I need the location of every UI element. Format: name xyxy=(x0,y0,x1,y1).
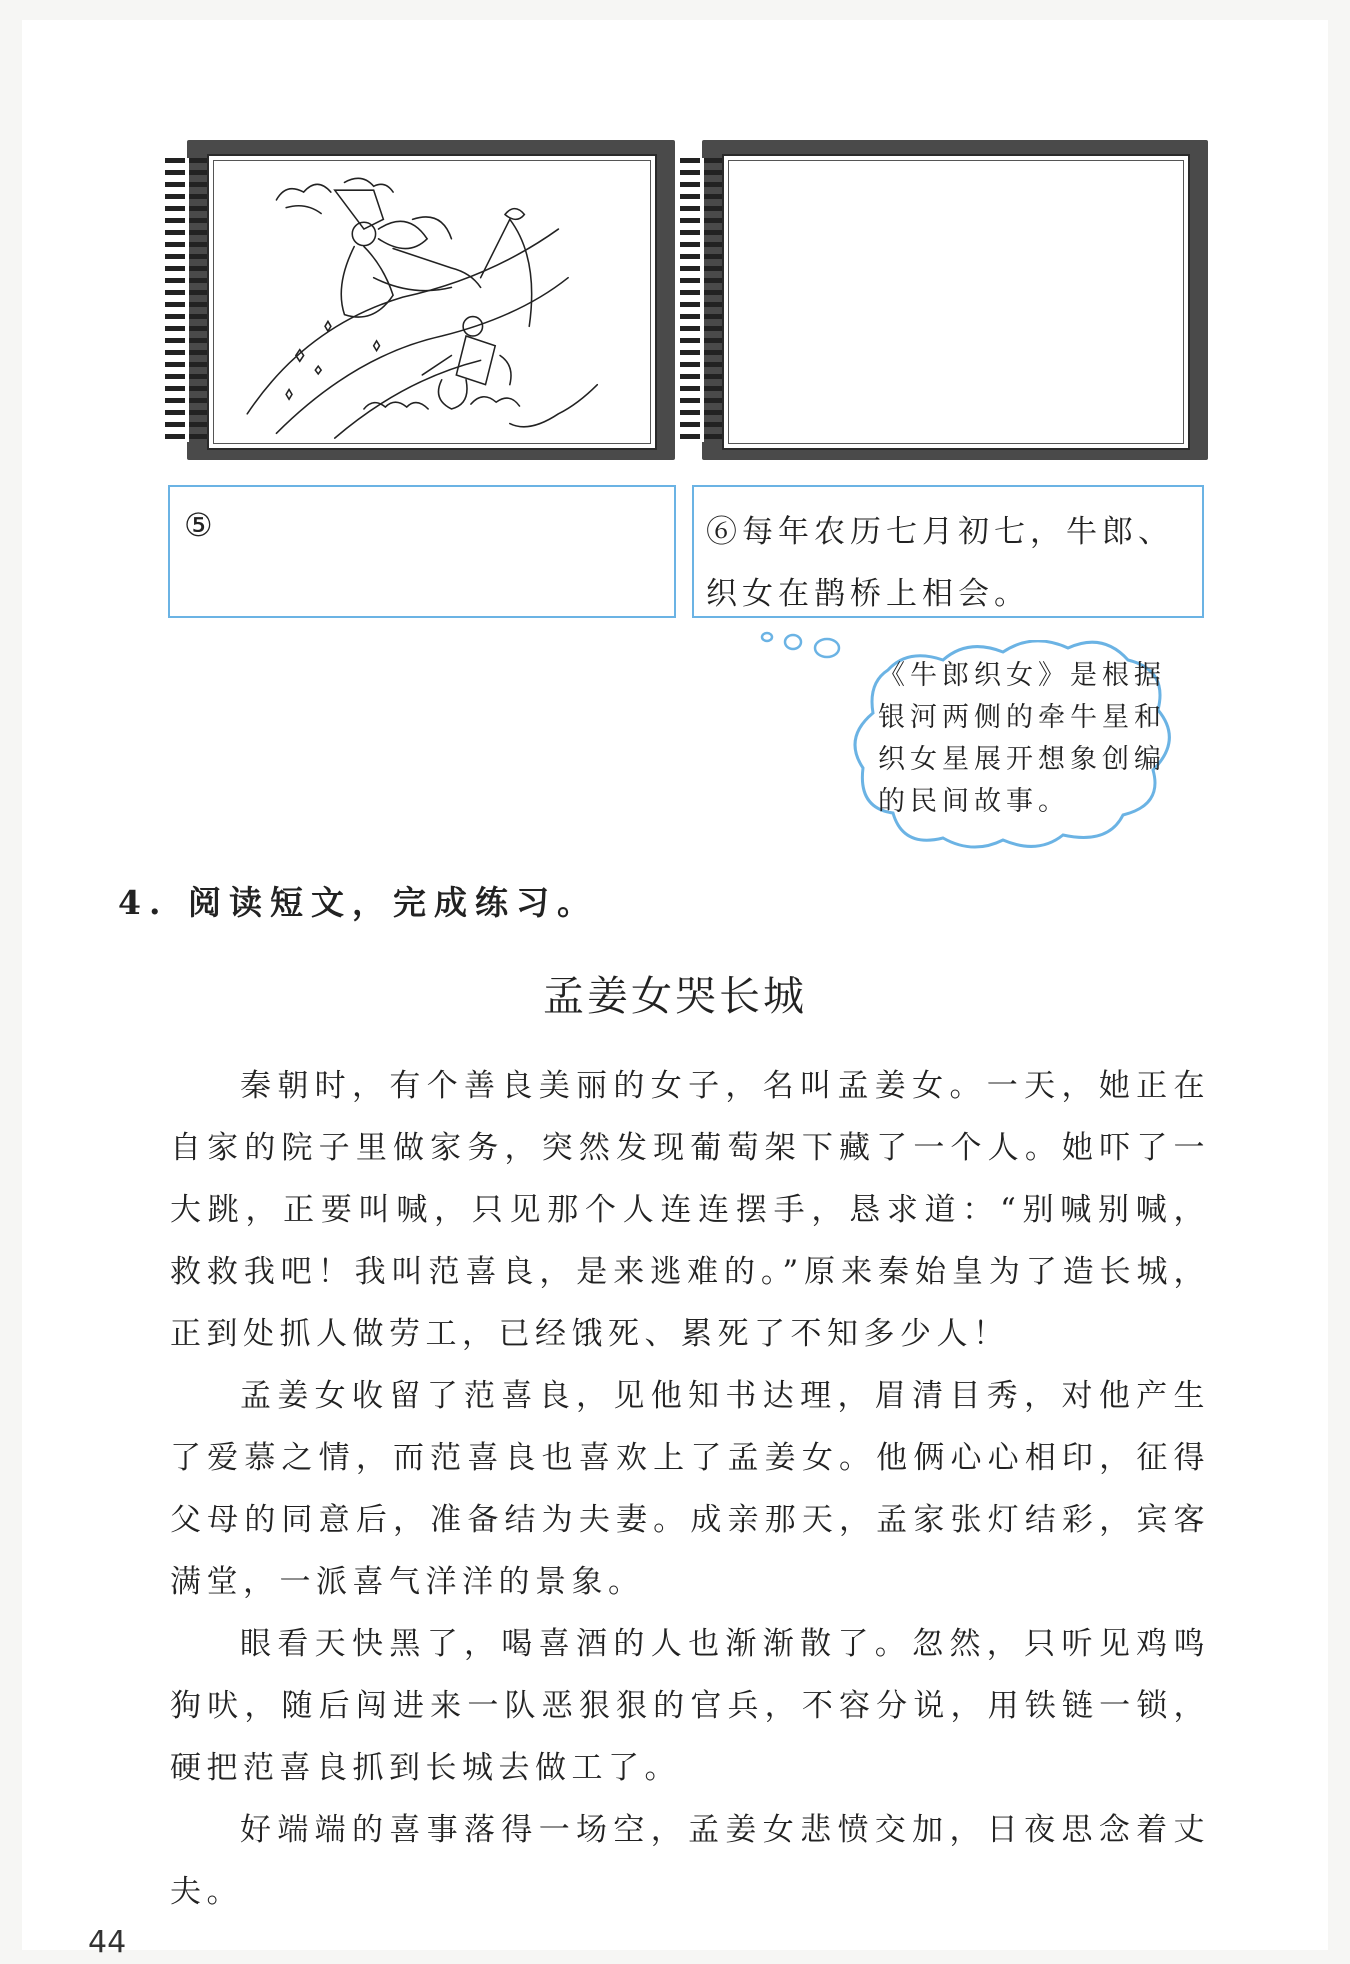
page-number: 44 xyxy=(88,1925,127,1960)
story-paragraph: 孟姜女收留了范喜良，见他知书达理，眉清目秀，对他产生了爱慕之情，而范喜良也喜欢上了孟姜女。他俩心心相印，征得父母的同意后，准备结为夫妻。成亲那天，孟家张灯结彩，宾客满堂，一派喜气洋洋的景象。 xyxy=(170,1378,1210,1600)
caption-box-6 xyxy=(692,485,1204,618)
exercise-heading: 4. 阅读短文，完成练习。 xyxy=(118,883,598,922)
blank-drawing-area[interactable] xyxy=(728,160,1184,444)
caption-text-6: ⑥每年农历七月初七，牛郎、织女在鹊桥上相会。 xyxy=(706,514,1174,612)
sketchbook-panel-5 xyxy=(165,140,675,460)
caption-box-5[interactable] xyxy=(168,485,676,618)
spiral-binding-icon xyxy=(165,158,209,442)
story-paragraph: 秦朝时，有个善良美丽的女子，名叫孟姜女。一天，她正在自家的院子里做家务，突然发现葡萄架下藏了一个人。她吓了一大跳，正要叫喊，只见那个人连连摆手，恳求道：“别喊别喊，救救我吧！我叫范喜良，是来逃难的。”原来秦始皇为了造长城，正到处抓人做劳工，已经饿死、累死了不知多少人！ xyxy=(170,1068,1210,1352)
story-title: 孟姜女哭长城 xyxy=(543,972,807,1020)
sketchbook-panel-6 xyxy=(680,140,1208,460)
story-paragraph: 好端端的喜事落得一场空，孟姜女悲愤交加，日夜思念着丈夫。 xyxy=(170,1812,1210,1910)
story-body xyxy=(170,1055,1210,1923)
caption-number-5: ⑤ xyxy=(184,506,213,544)
note-text: 《牛郎织女》是根据银河两侧的牵牛星和织女星展开想象创编的民间故事。 xyxy=(878,660,1166,817)
spiral-binding-icon xyxy=(680,158,724,442)
story-paragraph: 眼看天快黑了，喝喜酒的人也渐渐散了。忽然，只听见鸡鸣狗吠，随后闯进来一队恶狠狠的官兵，不容分说，用铁链一锁，硬把范喜良抓到长城去做工了。 xyxy=(170,1626,1210,1786)
cowherd-weaver-girl-illustration xyxy=(214,161,650,443)
